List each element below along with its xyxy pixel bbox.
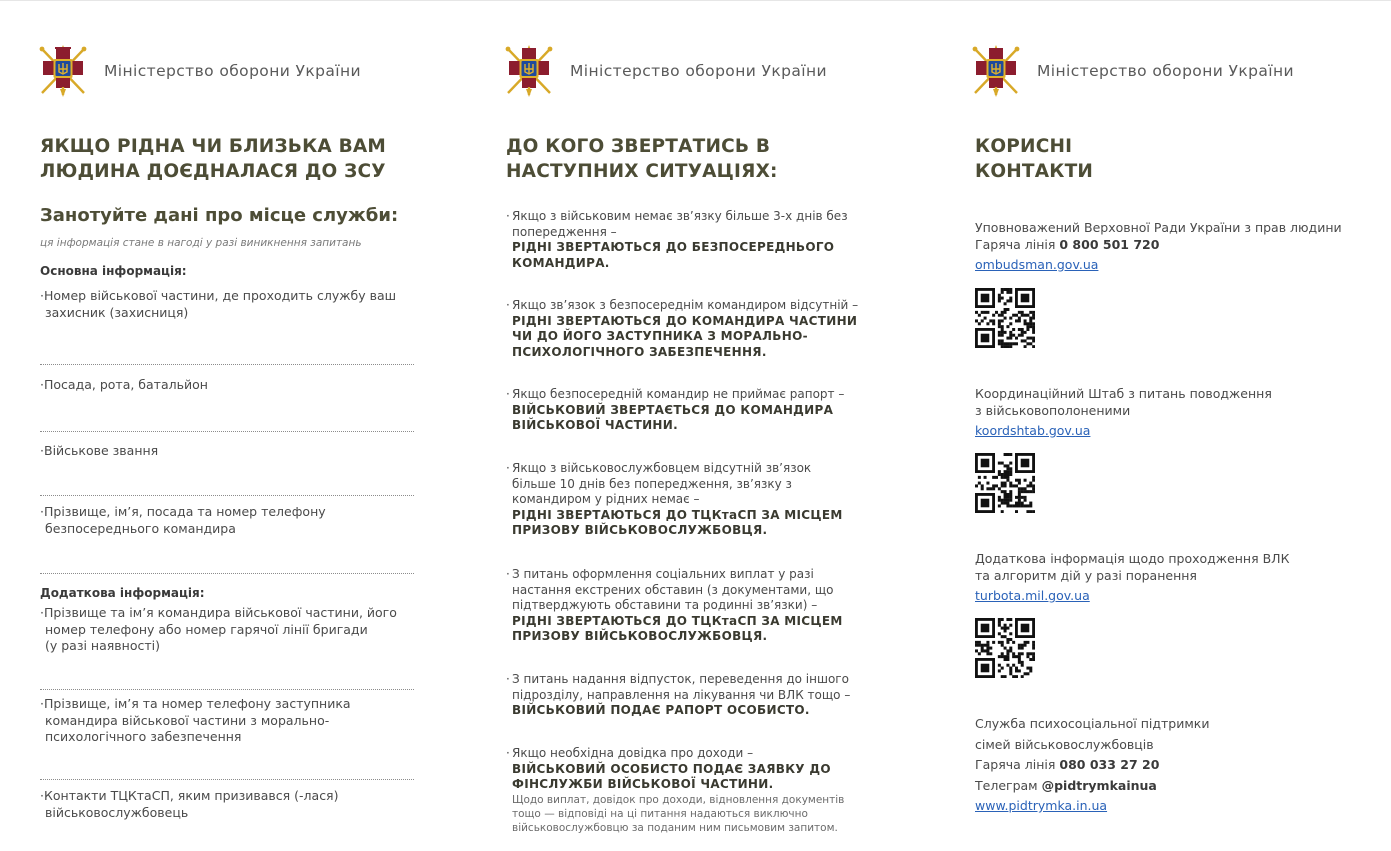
situation-item: · Якщо необхідна довідка про доходи – ВІЙСЬКОВИЙ ОСОБИСТО ПОДАЄ ЗАЯВКУ ДО ФІНСЛУЖБИ ВІЙСЬКОВОЇ ЧАСТИНИ. Щодо виплат, довідок про доходи, відновлення документів тощо — відповіді на ці питання надаються виключно військовослужбовцю за поданим ним письмовим запитом. (506, 746, 896, 835)
link-ombudsman[interactable]: ombudsman.gov.ua (975, 257, 1099, 272)
field-position: · Посада, рота, батальйон (40, 377, 208, 392)
mod-emblem-icon (36, 43, 90, 99)
ministry-header (36, 43, 361, 99)
additional-info-label: Додаткова інформація: (40, 586, 205, 600)
page-title: КОРИСНІ КОНТАКТИ (975, 136, 1094, 182)
situation-item: · Якщо безпосередній командир не приймає рапорт – ВІЙСЬКОВИЙ ЗВЕРТАЄТЬСЯ ДО КОМАНДИРА ВІЙСЬКОВОЇ ЧАСТИНИ. (506, 387, 845, 432)
field-commander: · Прізвище, ім’я, посада та номер телефону безпосереднього командира (40, 504, 326, 536)
panel-who-to-contact (502, 0, 902, 851)
contact-koordshtab: Координаційний Штаб з питань поводження з військовополоненими koordshtab.gov.ua (975, 386, 1272, 438)
main-info-label: Основна інформація: (40, 264, 187, 278)
field-unit-commander: · Прізвище та ім’я командира військової частини, його номер телефону або номер гарячої лінії бригади (у разі наявності) (40, 605, 397, 653)
ministry-name: Міністерство оборони України (570, 62, 827, 80)
mod-emblem-icon (969, 43, 1023, 99)
contact-psychosocial: Служба психосоціальної підтримки сімей військовослужбовців Гаряча лінія 080 033 27 20 Телеграм @pidtrymkainua www.pidtrymka.in.ua (975, 716, 1210, 813)
link-turbota[interactable]: turbota.mil.gov.ua (975, 588, 1090, 603)
field-deputy-commander: · Прізвище, ім’я та номер телефону заступника командира військової частини з морально- психологічного забезпечення (40, 696, 351, 744)
field-military-unit: · Номер військової частини, де проходить службу ваш захисник (захисниця) (40, 288, 397, 320)
contact-ombudsman: Уповноважений Верховної Ради України з прав людини Гаряча лінія 0 800 501 720 ombudsman.gov.ua (975, 220, 1342, 272)
mod-emblem-icon (502, 43, 556, 99)
field-rank: · Військове звання (40, 443, 159, 458)
situation-item: · З питань оформлення соціальних виплат у разі настання екстрених обставин (з документами, що підтверджують обставини та родинні зв’язки) – РІДНІ ЗВЕРТАЮТЬСЯ ДО ТЦКтаСП ЗА МІСЦЕМ ПРИЗОВУ ВІЙСЬКОВОСЛУЖБОВЦЯ. (506, 567, 843, 643)
section-subtitle: Занотуйте дані про місце служби: (40, 205, 399, 226)
field-recruitment-center: · Контакти ТЦКтаСП, яким призивався (-лася) військовослужбовець (40, 788, 339, 820)
qr-code-icon[interactable] (975, 618, 1035, 678)
situation-item: · З питань надання відпусток, переведення до іншого підрозділу, направлення на лікування чи ВЛК тощо – ВІЙСЬКОВИЙ ПОДАЄ РАПОРТ ОСОБИСТО. (506, 672, 851, 717)
ministry-header (502, 43, 827, 99)
qr-code-icon[interactable] (975, 453, 1035, 513)
telegram-handle[interactable]: @pidtrymkainua (1041, 777, 1157, 793)
link-koordshtab[interactable]: koordshtab.gov.ua (975, 423, 1091, 438)
contact-turbota: Додаткова інформація щодо проходження ВЛК та алгоритм дій у разі поранення turbota.mil.gov.ua (975, 551, 1290, 603)
write-line[interactable] (40, 689, 414, 690)
ministry-header (969, 43, 1294, 99)
qr-code-icon[interactable] (975, 288, 1035, 348)
situation-item: · Якщо зв’язок з безпосереднім командиром відсутній – РІДНІ ЗВЕРТАЮТЬСЯ ДО КОМАНДИРА ЧАСТИНИ ЧИ ДО ЙОГО ЗАСТУПНИКА З МОРАЛЬНО- ПСИХОЛОГІЧНОГО ЗАБЕЗПЕЧЕННЯ. (506, 298, 859, 359)
write-line[interactable] (40, 573, 414, 574)
situation-note: Щодо виплат, довідок про доходи, відновлення документів (512, 793, 845, 806)
panel-useful-contacts (969, 0, 1369, 851)
section-hint: ця інформація стане в нагоді у разі виникнення запитань (40, 237, 362, 249)
write-line[interactable] (40, 364, 414, 365)
page-title: ЯКЩО РІДНА ЧИ БЛИЗЬКА ВАМ ЛЮДИНА ДОЄДНАЛАСЯ ДО ЗСУ (40, 136, 386, 182)
hotline-number[interactable]: 0 800 501 720 (1059, 236, 1160, 252)
hotline-number[interactable]: 080 033 27 20 (1059, 757, 1160, 772)
ministry-name: Міністерство оборони України (1037, 62, 1294, 80)
write-line[interactable] (40, 495, 414, 496)
situation-item: · Якщо з військовослужбовцем відсутній зв’язок більше 10 днів без попередження, зв’язку з командиром у рідних немає – РІДНІ ЗВЕРТАЮТЬСЯ ДО ТЦКтаСП ЗА МІСЦЕМ ПРИЗОВУ ВІЙСЬКОВОСЛУЖБОВЦЯ. (506, 461, 843, 537)
write-line[interactable] (40, 431, 414, 432)
ministry-name: Міністерство оборони України (104, 62, 361, 80)
link-pidtrymka[interactable]: www.pidtrymka.in.ua (975, 798, 1108, 813)
situation-item: · Якщо з військовим немає зв’язку більше 3-х днів без попередження – РІДНІ ЗВЕРТАЮТЬСЯ ДО БЕЗПОСЕРЕДНЬОГО КОМАНДИРА. (506, 209, 848, 270)
write-line[interactable] (40, 779, 414, 780)
panel-service-info (36, 0, 426, 851)
page-title: ДО КОГО ЗВЕРТАТИСЬ В НАСТУПНИХ СИТУАЦІЯХ: (506, 136, 778, 182)
